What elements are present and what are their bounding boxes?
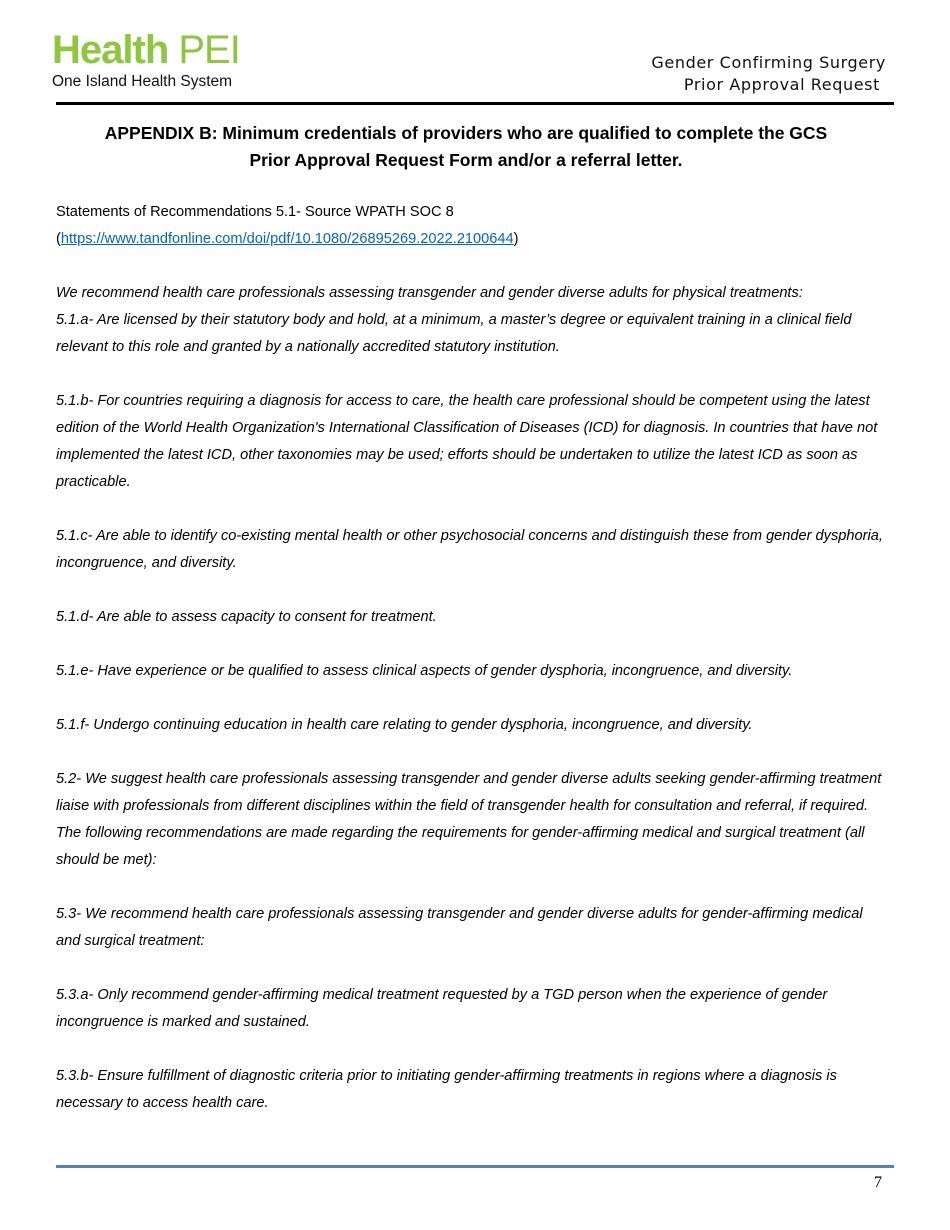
- health-pei-logo: [52, 30, 240, 91]
- paragraph-5-3-a: 5.3.a- Only recommend gender-affirming medical treatment requested by a TGD person when the experience of gender incongruence is marked and sustained.: [56, 987, 828, 1030]
- footer-divider: [56, 1165, 894, 1168]
- paragraph-5-1-f: 5.1.f- Undergo continuing education in health care relating to gender dysphoria, incongruence, and diversity.: [56, 717, 753, 733]
- header-divider: [56, 102, 894, 105]
- document-title-line2: Prior Approval Request: [683, 75, 880, 94]
- close-paren: ): [513, 231, 519, 247]
- wpath-link[interactable]: https://www.tandfonline.com/doi/pdf/10.1080/26895269.2022.2100644: [60, 231, 514, 247]
- paragraph-5-1-d: 5.1.d- Are able to assess capacity to consent for treatment.: [56, 609, 437, 625]
- logo-wordmark: [52, 30, 240, 70]
- appendix-heading-line1: APPENDIX B: Minimum credentials of providers who are qualified to complete the GCS: [104, 123, 828, 143]
- source-line: Statements of Recommendations 5.1- Source WPATH SOC 8: [56, 204, 454, 220]
- paragraph-5-3: 5.3- We recommend health care professionals assessing transgender and gender diverse adults for gender-affirming medical and surgical treatment:: [56, 906, 863, 949]
- source-citation: [56, 199, 886, 253]
- paragraph-5-2: 5.2- We suggest health care professionals assessing transgender and gender diverse adults seeking gender-affirming treatment liaise with professionals from different disciplines within the field of transgender health for consultation and referral, if required. The following recommendations are made regarding the requirements for gender-affirming medical and surgical treatment (all should be met):: [56, 771, 882, 868]
- logo-pei: PEI: [178, 28, 240, 72]
- document-title: [651, 52, 886, 96]
- logo-health: Health: [52, 28, 179, 72]
- paragraph-5-3-b: 5.3.b- Ensure fulfillment of diagnostic criteria prior to initiating gender-affirming treatments in regions where a diagnosis is necessary to access health care.: [56, 1068, 837, 1111]
- document-title-line1: Gender Confirming Surgery: [651, 53, 886, 72]
- document-body: [56, 199, 886, 1144]
- paragraph-5-1-c: 5.1.c- Are able to identify co-existing mental health or other psychosocial concerns and distinguish these from gender dysphoria, incongruence, and diversity.: [56, 528, 883, 571]
- page-number: 7: [874, 1174, 882, 1191]
- paragraph-5-1-b: 5.1.b- For countries requiring a diagnosis for access to care, the health care professional should be competent using the latest edition of the World Health Organization's International Classification of Diseases (ICD) for diagnosis. In countries that have not implemented the latest ICD, other taxonomies may be used; efforts should be undertaken to utilize the latest ICD as soon as practicable.: [56, 393, 878, 490]
- appendix-heading-line2: Prior Approval Request Form and/or a referral letter.: [249, 150, 683, 170]
- source-link-line: [56, 226, 886, 253]
- open-paren: (: [56, 231, 61, 247]
- paragraph-5-1-e: 5.1.e- Have experience or be qualified to assess clinical aspects of gender dysphoria, incongruence, and diversity.: [56, 663, 793, 679]
- paragraph-5-1-a: 5.1.a- Are licensed by their statutory body and hold, at a minimum, a master’s degree or equivalent training in a clinical field relevant to this role and granted by a nationally accredited statutory institution.: [56, 312, 852, 355]
- appendix-heading: [56, 120, 876, 174]
- logo-tagline: One Island Health System: [52, 73, 233, 90]
- paragraph-intro: We recommend health care professionals assessing transgender and gender diverse adults for physical treatments:: [56, 285, 803, 301]
